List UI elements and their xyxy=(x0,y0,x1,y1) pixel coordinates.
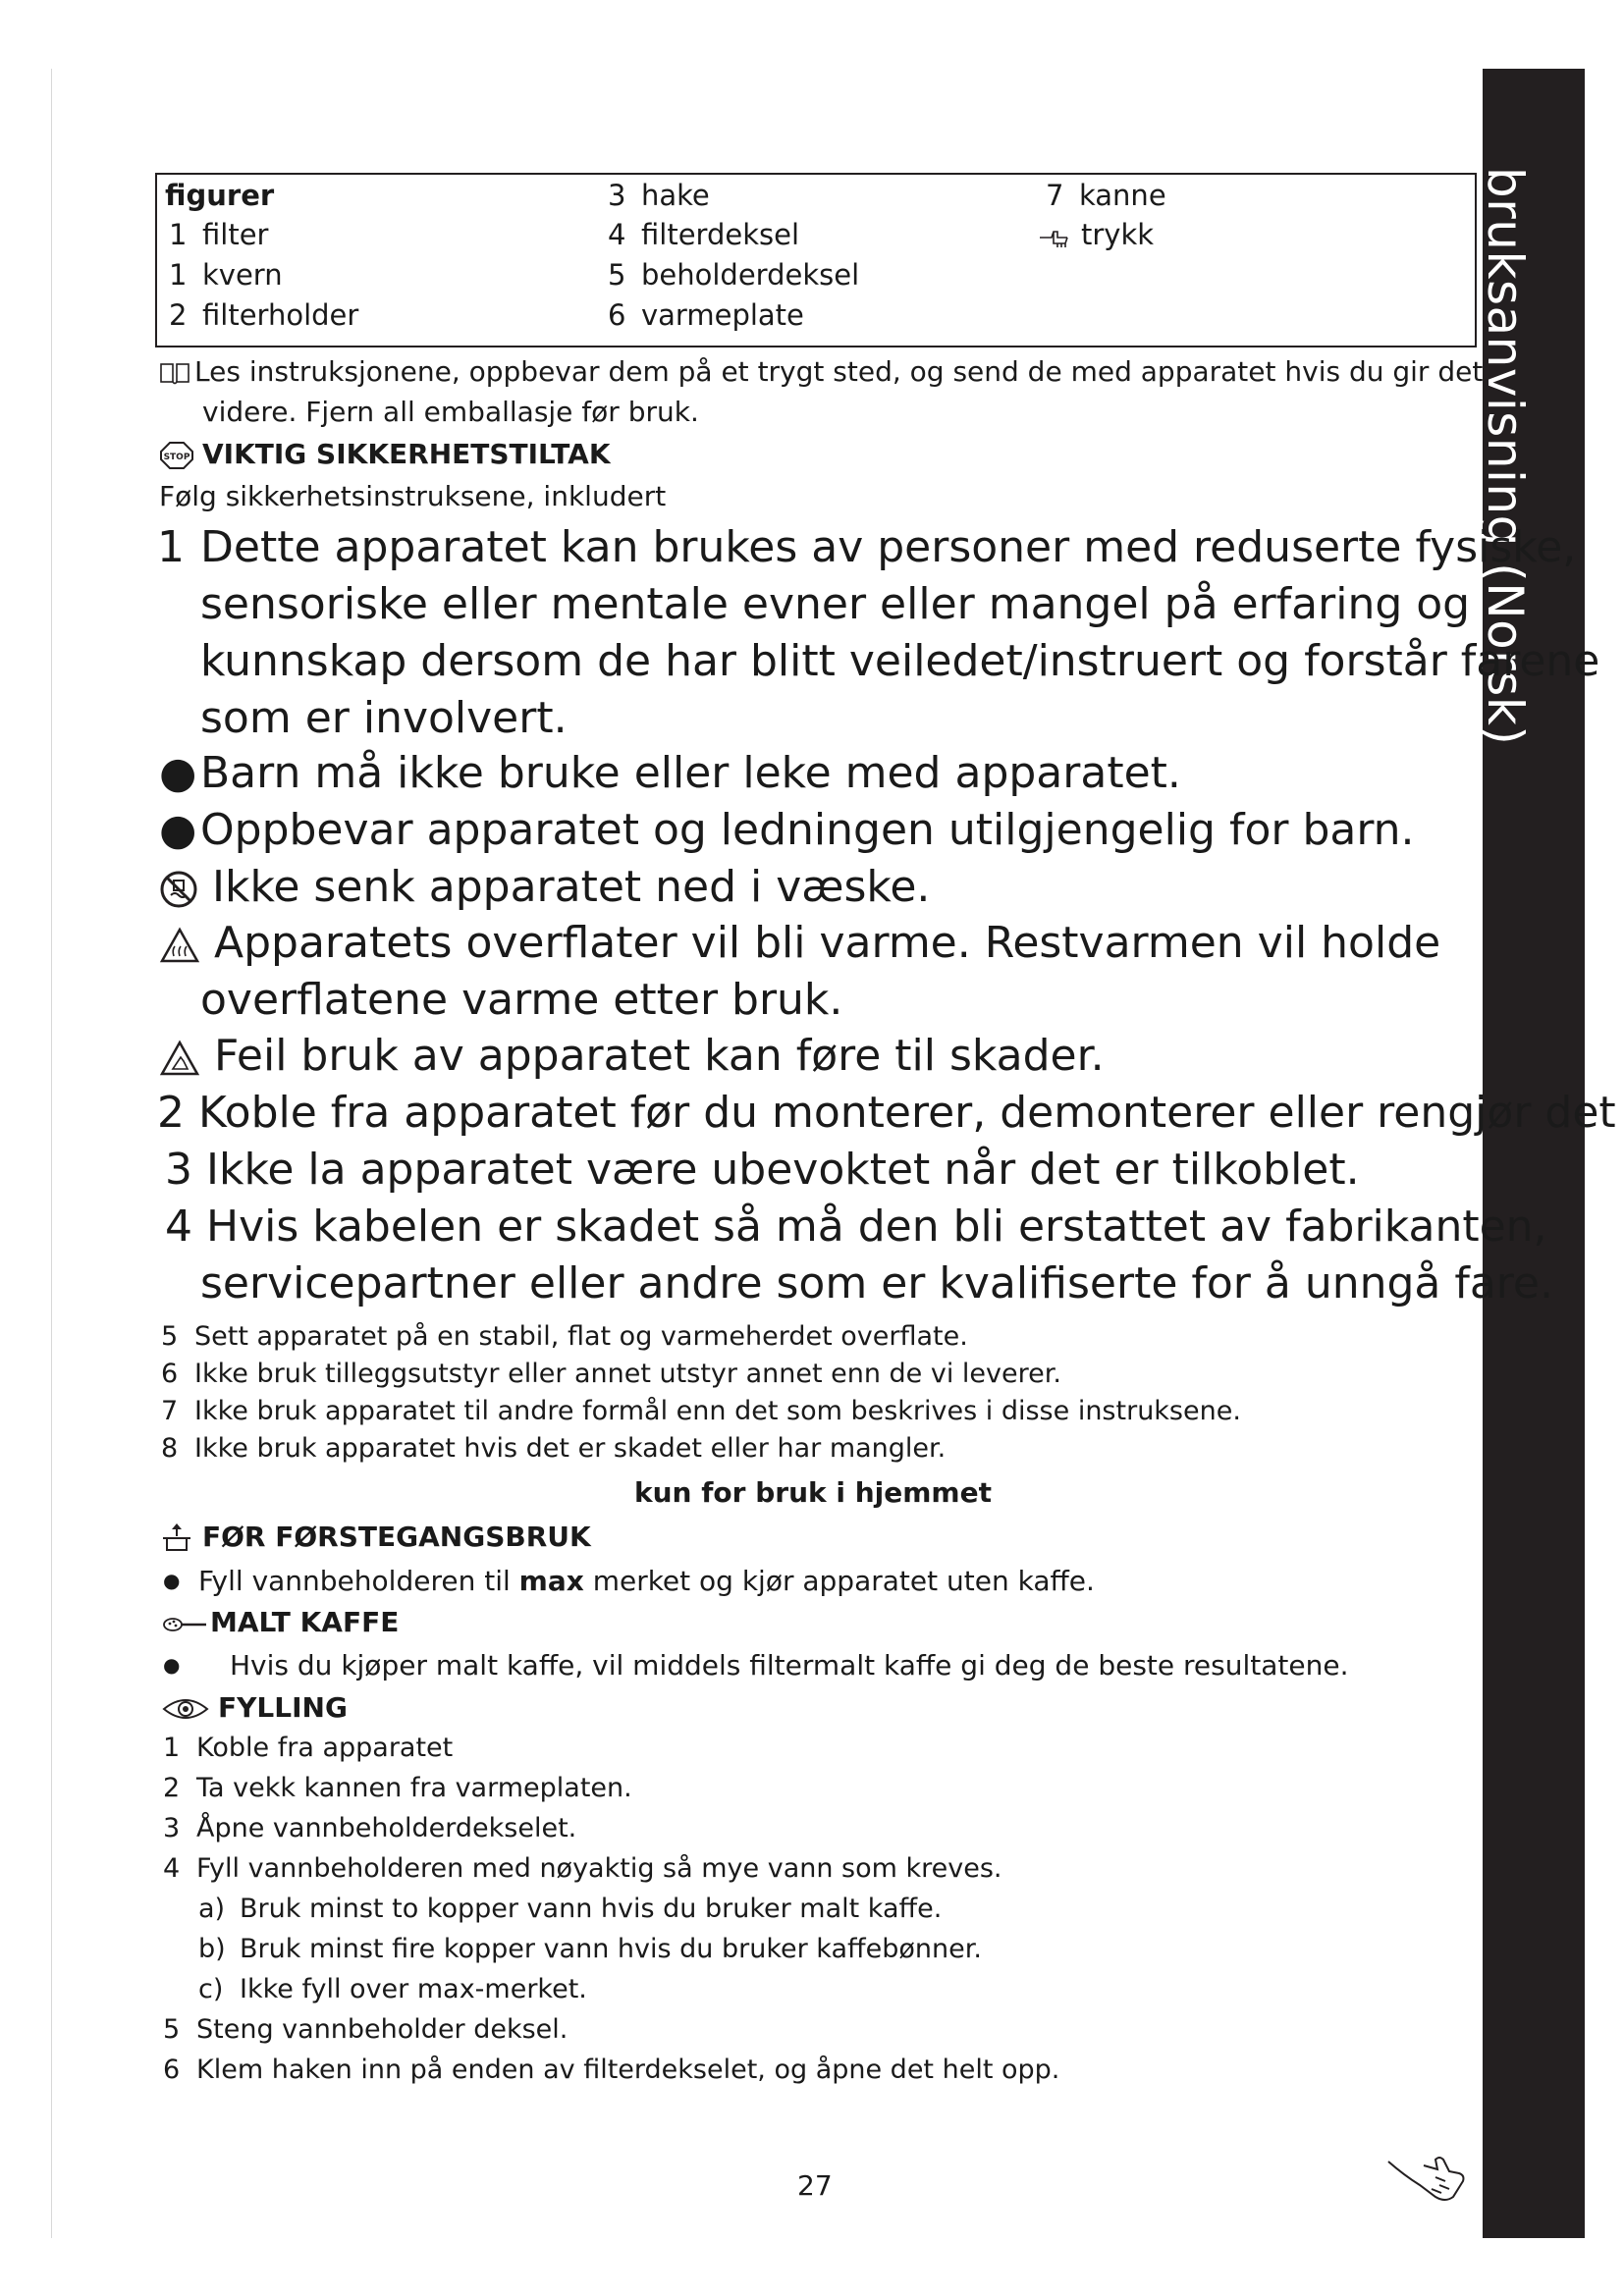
ground-coffee-heading: MALT KAFFE xyxy=(161,1606,399,1638)
warning-icon xyxy=(159,1040,200,1077)
home-use-note: kun for bruk i hjemmet xyxy=(634,1476,992,1509)
filling-step: 6 Klem haken inn på enden av filterdekselet, og åpne det helt opp. xyxy=(163,2055,1060,2085)
safety-item-2: 2 Koble fra apparatet før du monterer, demonterer eller rengjør det xyxy=(157,1088,1616,1138)
eye-icon xyxy=(161,1695,210,1723)
spoon-icon xyxy=(161,1611,208,1636)
first-use-bullet: ● Fyll vannbeholderen til max merket og kjør apparatet uten kaffe. xyxy=(163,1565,1095,1597)
figure-item: 6 varmeplate xyxy=(608,298,804,332)
figure-item: 5 beholderdeksel xyxy=(608,258,860,292)
press-hand-icon xyxy=(1038,224,1075,249)
safety-item-small: 5 Sett apparatet på en stabil, flat og varmeherdet overflate. xyxy=(161,1321,968,1352)
filling-step: 2 Ta vekk kannen fra varmeplaten. xyxy=(163,1773,632,1803)
figures-title: figurer xyxy=(165,179,275,212)
filling-step: 3 Åpne vannbeholderdekselet. xyxy=(163,1813,577,1843)
filling-heading: FYLLING xyxy=(161,1691,348,1724)
page-number: 27 xyxy=(797,2169,833,2202)
hot-surface-icon xyxy=(159,927,200,964)
no-immerse-warning: Ikke senk apparatet ned i væske. xyxy=(159,862,930,912)
first-use-icon xyxy=(161,1522,192,1554)
safety-item-small: 7 Ikke bruk apparatet til andre formål enn det som beskrives i disse instruksene. xyxy=(161,1396,1241,1426)
intro-line-1: Les instruksjonene, oppbevar dem på et trygt sted, og send de med apparatet hvis du gir det xyxy=(159,355,1483,388)
figure-item: 3 hake xyxy=(608,179,710,212)
safety-bullet-2: ●Oppbevar apparatet og ledningen utilgjengelig for barn. xyxy=(159,805,1415,855)
hot-surface-warning-line-2: overflatene varme etter bruk. xyxy=(200,975,843,1025)
filling-step: 1 Koble fra apparatet xyxy=(163,1733,454,1763)
safety-subheading: Følg sikkerhetsinstruksene, inkludert xyxy=(159,480,667,512)
bullet-icon: ● xyxy=(163,1653,181,1677)
safety-item-small: 6 Ikke bruk tilleggsutstyr eller annet utstyr annet enn de vi leverer. xyxy=(161,1359,1061,1389)
filling-sub-step: c) Ikke fyll over max-merket. xyxy=(198,1974,587,2004)
hot-surface-warning-line-1: Apparatets overflater vil bli varme. Restvarmen vil holde xyxy=(159,918,1440,968)
bullet-icon: ● xyxy=(163,1569,181,1592)
bullet-icon: ● xyxy=(159,748,197,798)
safety-item-4-line-1: 4 Hvis kabelen er skadet så må den bli erstattet av fabrikanten, xyxy=(165,1201,1547,1252)
figure-item: 4 filterdeksel xyxy=(608,218,800,251)
figure-item: 1 kvern xyxy=(169,258,283,292)
misuse-warning: Feil bruk av apparatet kan føre til skader. xyxy=(159,1031,1105,1081)
safety-item-1-line-2: sensoriske eller mentale evner eller mangel på erfaring og xyxy=(200,579,1471,629)
book-icon xyxy=(159,360,190,386)
safety-heading: STOP VIKTIG SIKKERHETSTILTAK xyxy=(159,438,611,470)
safety-item-1-line-1: 1 Dette apparatet kan brukes av personer med reduserte fysiske, xyxy=(157,522,1577,572)
stop-icon xyxy=(159,441,194,470)
safety-item-1-line-3: kunnskap dersom de har blitt veiledet/instruert og forstår farene xyxy=(200,636,1600,686)
filling-step: 5 Steng vannbeholder deksel. xyxy=(163,2014,568,2045)
figure-item: 7 kanne xyxy=(1046,179,1166,212)
safety-item-3: 3 Ikke la apparatet være ubevoktet når det er tilkoblet. xyxy=(165,1145,1360,1195)
bullet-icon: ● xyxy=(159,805,197,855)
side-tab-label: bruksanvisning (Norsk) xyxy=(1477,167,1534,746)
svg-text:STOP: STOP xyxy=(163,453,190,462)
page-margin-line xyxy=(51,69,52,2238)
safety-item-4-line-2: servicepartner eller andre som er kvalifiserte for å unngå fare. xyxy=(200,1258,1553,1308)
safety-item-small: 8 Ikke bruk apparatet hvis det er skadet eller har mangler. xyxy=(161,1433,947,1464)
first-use-heading: FØR FØRSTEGANGSBRUK xyxy=(161,1521,591,1554)
figure-item: 2 filterholder xyxy=(169,298,359,332)
figure-item-press: trykk xyxy=(1038,218,1154,251)
ground-coffee-bullet: ● Hvis du kjøper malt kaffe, vil middels filtermalt kaffe gi deg de beste resultatene. xyxy=(163,1649,1349,1682)
safety-item-1-line-4: som er involvert. xyxy=(200,693,568,743)
filling-step: 4 Fyll vannbeholderen med nøyaktig så mye vann som kreves. xyxy=(163,1853,1002,1884)
filling-sub-step: b) Bruk minst fire kopper vann hvis du bruker kaffebønner. xyxy=(198,1934,982,1964)
figure-item: 1 filter xyxy=(169,218,269,251)
safety-bullet-1: ●Barn må ikke bruke eller leke med apparatet. xyxy=(159,748,1181,798)
filling-sub-step: a) Bruk minst to kopper vann hvis du bruker malt kaffe. xyxy=(198,1894,943,1924)
turn-page-hand-icon xyxy=(1384,2142,1469,2207)
no-immerse-icon xyxy=(159,870,198,909)
intro-line-2: videre. Fjern all emballasje før bruk. xyxy=(202,396,699,428)
